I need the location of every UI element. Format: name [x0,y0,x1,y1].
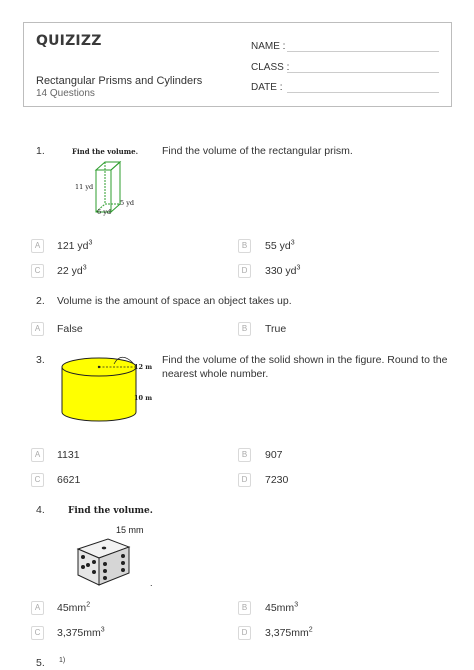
option-text-b[interactable]: True [265,323,287,335]
option-text-a[interactable]: 121 $yd^3$ [57,239,93,252]
prism-figure [70,147,140,217]
option-letter-a[interactable]: A [31,448,44,462]
option-letter-d[interactable]: D [238,264,251,278]
option-letter-a[interactable]: A [31,322,44,336]
option-text-c[interactable]: $3,375mm^3$ [57,626,105,639]
option-letter-d[interactable]: D [238,626,251,640]
name-line [287,51,439,52]
question-number: 5. [36,657,45,669]
name-field[interactable] [251,41,285,52]
question-number: 2. [36,295,45,307]
option-letter-c[interactable]: C [31,626,44,640]
option-text-a[interactable]: $45mm^2$ [57,601,91,614]
quizizz-logo: QUIZIZZ [36,33,102,49]
cylinder-height-label: 10 m [134,394,153,402]
option-letter-b[interactable]: B [238,322,251,336]
prism-height-label: 11 yd [75,183,94,191]
option-text-d[interactable]: $3,375mm^2$ [265,626,313,639]
question-number: 3. [36,354,45,366]
option-letter-c[interactable]: C [31,264,44,278]
figure-caption: Find the volume. [72,147,139,156]
date-line [287,92,439,93]
prism-width-label: 6 yd [97,208,112,216]
option-text-d[interactable]: 7230 [265,474,289,486]
class-field[interactable] [251,62,289,73]
option-text-c[interactable]: 22 $yd^3$ [57,264,87,277]
cylinder-figure [57,350,157,432]
option-letter-c[interactable]: C [31,473,44,487]
name-label: NAME : [251,41,286,52]
question-text-line-2: nearest whole number. [162,368,269,380]
question-count: 14 Questions [36,88,95,99]
option-letter-b[interactable]: B [238,448,251,462]
question-text: Find the volume of the rectangular prism. [162,145,353,157]
question-number: 1. [36,145,45,157]
dice-edge-label: 15 mm [116,525,144,535]
option-text-a[interactable]: 1131 [57,449,80,461]
date-field[interactable] [251,82,282,93]
question-text: Volume is the amount of space an object takes up. [57,295,292,307]
cylinder-radius-label: 12 m [134,363,153,371]
option-text-d[interactable]: 330 $yd^3$ [265,264,301,277]
question-note: 1) [59,657,66,664]
option-text-a[interactable]: False [57,323,83,335]
figure-caption: Find the volume. [68,506,153,516]
prism-depth-label: 5 yd [120,199,135,207]
option-text-c[interactable]: 6621 [57,474,81,486]
option-text-b[interactable]: 907 [265,449,283,461]
dice-figure [66,505,158,591]
option-letter-a[interactable]: A [31,239,44,253]
figure-period: . [150,578,153,588]
option-letter-d[interactable]: D [238,473,251,487]
question-text-line-1: Find the volume of the solid shown in the figure. Round to the [162,354,448,366]
worksheet-header [23,22,452,107]
option-text-b[interactable]: 55 $yd^3$ [265,239,295,252]
question-number: 4. [36,504,45,516]
option-letter-a[interactable]: A [31,601,44,615]
option-letter-b[interactable]: B [238,601,251,615]
class-label: CLASS : [251,62,290,73]
date-label: DATE : [251,82,283,93]
class-line [287,72,439,73]
option-text-b[interactable]: $45mm^3$ [265,601,299,614]
worksheet-title: Rectangular Prisms and Cylinders [36,75,203,87]
option-letter-b[interactable]: B [238,239,251,253]
